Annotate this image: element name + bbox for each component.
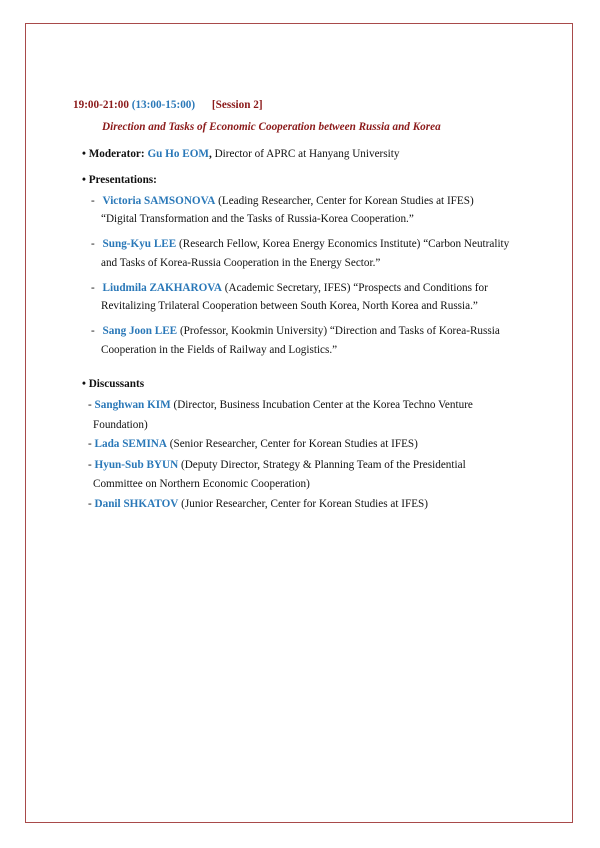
moderator-colon: : [140, 148, 145, 160]
discussant-dash: - [88, 438, 92, 450]
session-time-alt: (13:00-15:00) [131, 99, 196, 111]
discussant-detail: (Junior Researcher, Center for Korean Studies at IFES) [181, 498, 429, 510]
session-label: [Session 2] [211, 99, 263, 111]
discussant-name: Sanghwan KIM [94, 399, 171, 411]
presentation-title: “Digital Transformation and the Tasks of Russia-Korea Cooperation.” [101, 213, 414, 225]
presentation-detail: (Research Fellow, Korea Energy Economics Institute) “Carbon Neutrality [179, 238, 510, 250]
session-header [73, 98, 263, 112]
discussant-item [88, 398, 473, 412]
presentation-dash: - [91, 238, 95, 250]
session-title: Direction and Tasks of Economic Cooperation between Russia and Korea [102, 121, 441, 133]
moderator-detail: Director of APRC at Hanyang University [214, 148, 400, 160]
discussant-dash: - [88, 399, 92, 411]
presentation-title: and Tasks of Korea-Russia Cooperation in the Energy Sector.” [101, 257, 381, 269]
discussant-detail-cont: Committee on Northern Economic Cooperation) [93, 478, 310, 490]
presenter-name: Sung-Kyu LEE [102, 238, 177, 250]
presenter-name: Victoria SAMSONOVA [102, 195, 216, 207]
presentation-item [91, 281, 488, 295]
discussant-detail: (Deputy Director, Strategy & Planning Team of the Presidential [180, 459, 466, 471]
presentation-title: Revitalizing Trilateral Cooperation between South Korea, North Korea and Russia.” [101, 300, 478, 312]
presenter-name: Liudmila ZAKHAROVA [102, 282, 222, 294]
discussant-dash: - [88, 498, 92, 510]
presentation-detail: (Leading Researcher, Center for Korean Studies at IFES) [218, 195, 474, 207]
discussant-name: Hyun-Sub BYUN [94, 459, 179, 471]
moderator-heading: • Moderator [82, 148, 141, 160]
presentation-title: Cooperation in the Fields of Railway and Logistics.” [101, 344, 338, 356]
moderator-name: Gu Ho EOM [147, 148, 209, 160]
discussant-item [88, 497, 428, 511]
session-time: 19:00-21:00 [73, 99, 129, 111]
presentation-item [91, 324, 500, 338]
presentation-dash: - [91, 282, 95, 294]
presentation-dash: - [91, 195, 95, 207]
discussant-detail: (Senior Researcher, Center for Korean Studies at IFES) [169, 438, 418, 450]
presentation-detail: (Academic Secretary, IFES) “Prospects and Conditions for [224, 282, 488, 294]
discussant-item [88, 437, 418, 451]
presentation-dash: - [91, 325, 95, 337]
moderator-comma: , [208, 148, 212, 160]
presenter-name: Sang Joon LEE [102, 325, 178, 337]
presentations-heading: • Presentations: [82, 174, 157, 186]
discussants-heading: • Discussants [82, 378, 145, 390]
discussant-name: Danil SHKATOV [94, 498, 179, 510]
discussant-detail-cont: Foundation) [93, 419, 148, 431]
presentation-detail: (Professor, Kookmin University) “Direction and Tasks of Korea-Russia [179, 325, 500, 337]
presentation-item [91, 194, 474, 208]
moderator-line [82, 147, 399, 161]
discussant-detail: (Director, Business Incubation Center at the Korea Techno Venture [173, 399, 473, 411]
discussant-name: Lada SEMINA [94, 438, 167, 450]
presentation-item [91, 237, 509, 251]
discussant-item [88, 458, 466, 472]
discussant-dash: - [88, 459, 92, 471]
